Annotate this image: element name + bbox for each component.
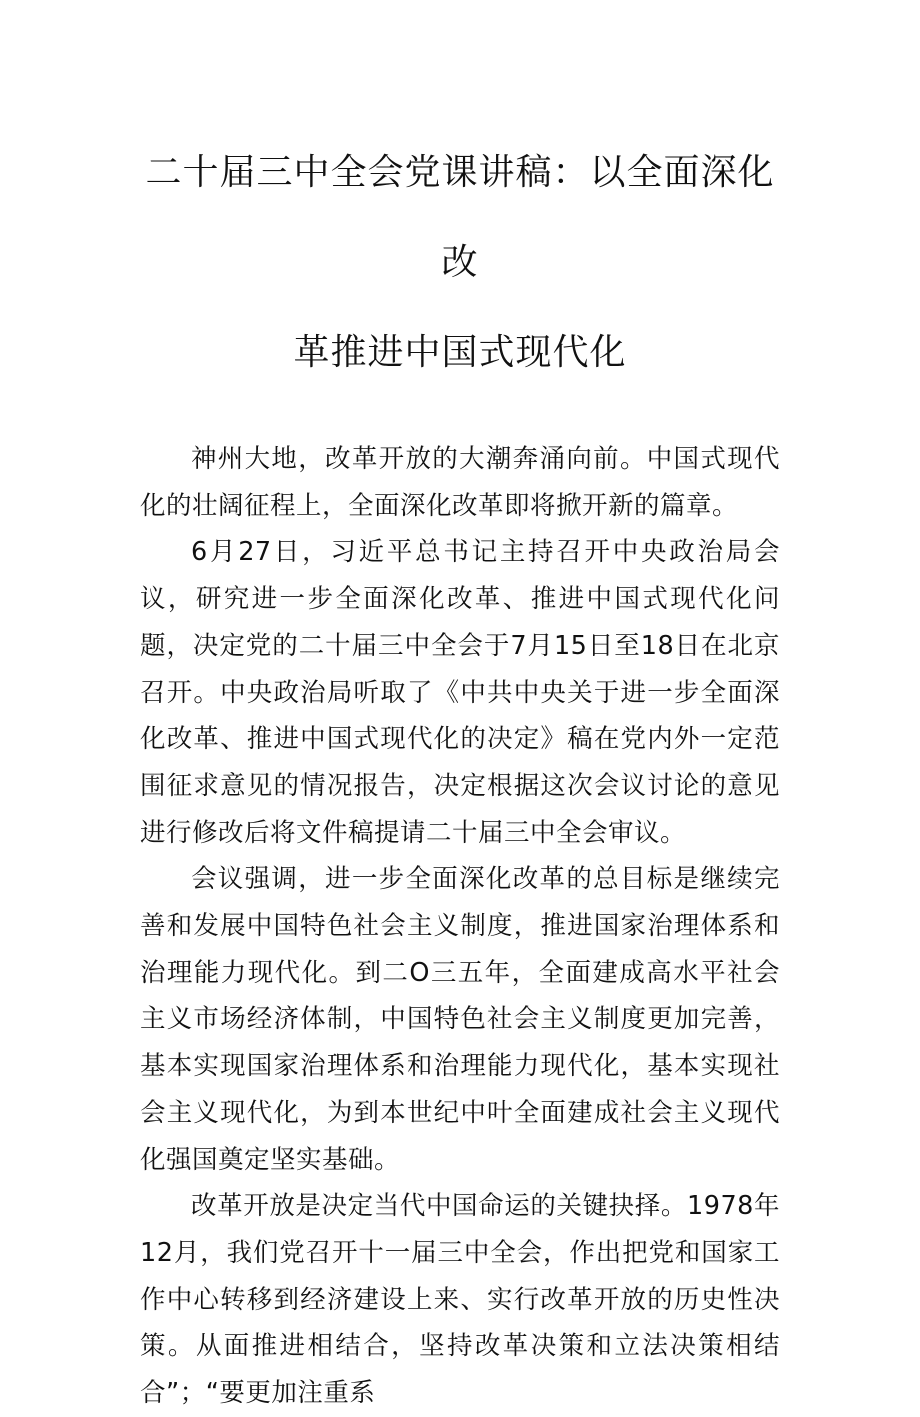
paragraph-2: 6月27日，习近平总书记主持召开中央政治局会议，研究进一步全面深化改革、推进中国式现代化问题，决定党的二十届三中全会于7月15日至18日在北京召开。中央政治局听取了《中共中央关于进一步全面深化改革、推进中国式现代化的决定》稿在党内外一定范围征求意见的情况报告，决定根据这次会议讨论的意见进行修改后将文件稿提请二十届三中全会审议。 bbox=[140, 537, 780, 848]
document-title bbox=[140, 128, 780, 398]
paragraph-1: 神州大地，改革开放的大潮奔涌向前。中国式现代化的壮阔征程上，全面深化改革即将掀开新的篇章。 bbox=[140, 444, 780, 521]
document-body bbox=[140, 436, 780, 1417]
paragraph-3: 会议强调，进一步全面深化改革的总目标是继续完善和发展中国特色社会主义制度，推进国家治理体系和治理能力现代化。到二O三五年，全面建成高水平社会主义市场经济体制，中国特色社会主义制度更加完善，基本实现国家治理体系和治理能力现代化，基本实现社会主义现代化，为到本世纪中叶全面建成社会主义现代化强国奠定坚实基础。 bbox=[140, 864, 780, 1175]
paragraph-4: 改革开放是决定当代中国命运的关键抉择。1978年12月，我们党召开十一届三中全会，作出把党和国家工作中心转移到经济建设上来、实行改革开放的历史性决策。从面推进相结合，坚持改革决策和立法决策相结合”；“要更加注重系 bbox=[140, 1191, 780, 1409]
title-line-1: 二十届三中全会党课讲稿：以全面深化改 bbox=[145, 152, 775, 283]
title-line-2: 革推进中国式现代化 bbox=[293, 332, 627, 373]
